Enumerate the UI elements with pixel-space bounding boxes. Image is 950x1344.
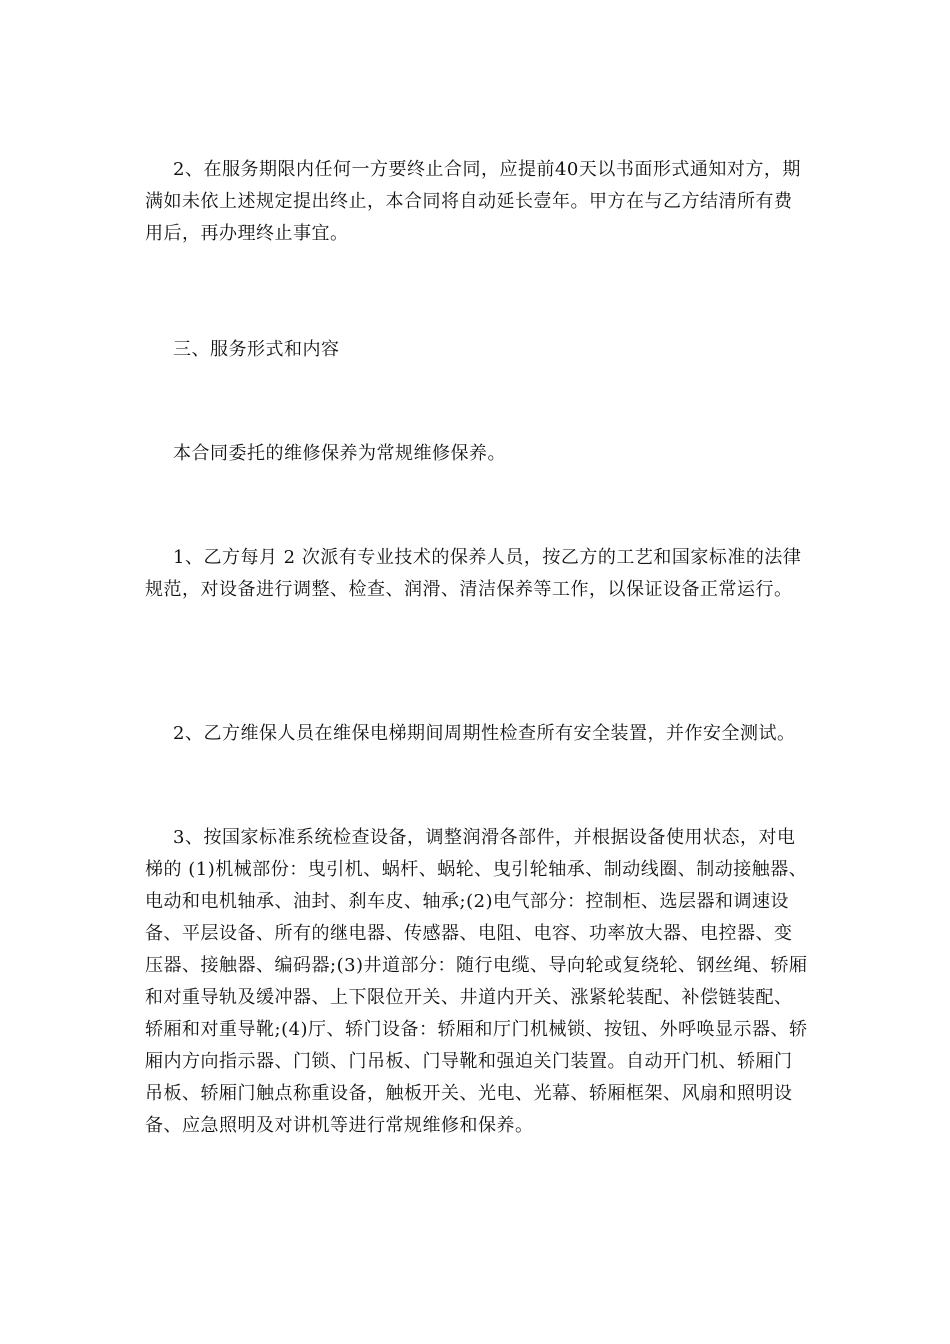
- paragraph-item-1: 1、乙方每月 2 次派有专业技术的保养人员，按乙方的工艺和国家标准的法律规范，对设备进行调整、检查、润滑、清洁保养等工作，以保证设备正常运行。: [145, 547, 802, 600]
- paragraph-item-3: 3、按国家标准系统检查设备，调整润滑各部件，并根据设备使用状态，对电梯的 (1)机械部份：曳引机、蜗杆、蜗轮、曳引轮轴承、制动线圈、制动接触器、电动和电机轴承、油封、刹车皮、轴承;(2)电气部分：控制柜、选层器和调速设备、平层设备、所有的继电器、传感器、电阻、电容、功率放大器、电控器、变压器、接触器、编码器;(3)井道部分：随行电缆、导向轮或复绕轮、钢丝绳、轿厢和对重导轨及缓冲器、上下限位开关、井道内开关、涨紧轮装配、补偿链装配、轿厢和对重导靴;(4)厅、轿门设备：轿厢和厅门机械锁、按钮、外呼唤显示器、轿厢内方向指示器、门锁、门吊板、门导靴和强迫关门装置。自动开门机、轿厢门吊板、轿厢门触点称重设备，触板开关、光电、光幕、轿厢框架、风扇和照明设备、应急照明及对讲机等进行常规维修和保养。: [145, 827, 808, 1136]
- paragraph-item-2: 2、乙方维保人员在维保电梯期间周期性检查所有安全装置，并作安全测试。: [173, 723, 796, 744]
- paragraph-termination: 2、在服务期限内任何一方要终止合同，应提前40天以书面形式通知对方，期满如未依上述规定提出终止，本合同将自动延长壹年。甲方在与乙方结清所有费用后，再办理终止事宜。: [145, 159, 801, 244]
- section-three-heading: 三、服务形式和内容: [173, 339, 340, 360]
- paragraph-intro: 本合同委托的维修保养为常规维修保养。: [173, 443, 506, 464]
